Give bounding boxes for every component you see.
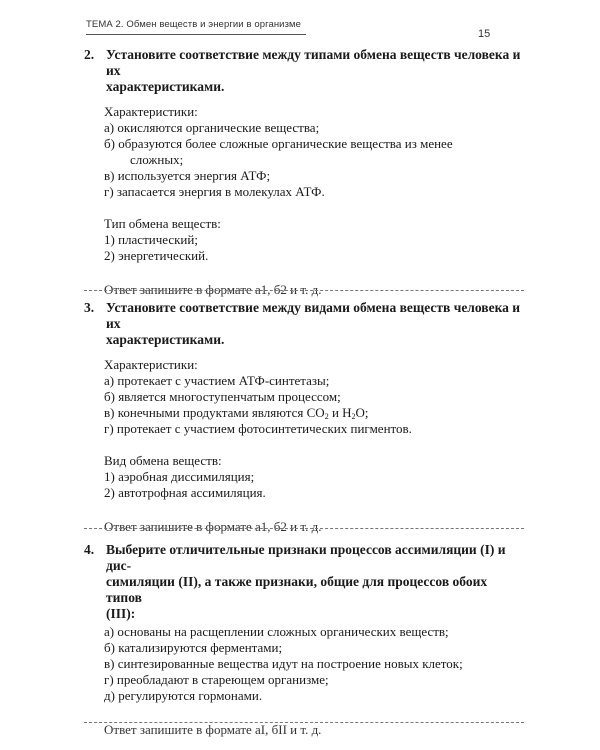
running-header: ТЕМА 2. Обмен веществ и энергии в организме [86,19,302,30]
task-3-body [84,357,524,535]
task-2-characteristic-b: б) образуются более сложные органические вещества из менее [104,136,453,151]
task-3-title-line-1: Установите соответствие между видами обмена веществ человека и их [106,300,521,331]
task-2-types-label: Тип обмена веществ: [104,216,221,231]
co2-subscript: 2 [324,412,329,421]
task-4-option-e: д) регулируются гормонами. [104,688,263,703]
task-3-characteristic-c-text: в) конечными продуктами являются CO [104,405,325,420]
task-2-number: 2. [84,47,95,62]
task-3-type-1: 1) аэробная диссимиляция; [104,469,255,484]
task-3-characteristic-c [104,405,524,421]
task-2-characteristic-d: г) запасается энергия в молекулах АТФ. [104,184,325,199]
task-2-characteristic-a: а) окисляются органические вещества; [104,120,320,135]
page-number: 15 [478,28,491,40]
task-3-number: 3. [84,300,95,315]
task-2-type-2: 2) энергетический. [104,248,209,263]
task-2-characteristic-b-continued: сложных; [130,152,184,167]
task-2 [84,47,524,298]
task-4-title-line-2: симиляции (II), а также признаки, общие для процессов обоих типов [106,574,488,605]
task-4-option-a: а) основаны на расщеплении сложных органических веществ; [104,624,449,639]
task-2-characteristics-label: Характеристики: [104,104,198,119]
task-4-body [84,624,524,738]
task-4-title-line-3: (III): [106,606,136,621]
task-3-characteristics-label: Характеристики: [104,357,198,372]
task-3-characteristic-a: а) протекает с участием АТФ-синтетазы; [104,373,330,388]
task-4-option-d: г) преобладают в стареющем организме; [104,672,329,687]
task-4 [84,542,524,738]
task-2-heading [84,47,524,95]
task-2-answer-format: Ответ запишите в формате а1, б2 и т. д. [104,282,322,297]
task-3-answer-format: Ответ запишите в формате а1, б2 и т. д. [104,519,322,534]
task-2-title-line-1: Установите соответствие между типами обмена веществ человека и их [106,47,521,78]
task-3-title-line-2: характеристиками. [106,332,225,347]
task-4-answer-format: Ответ запишите в формате аI, бII и т. д. [104,722,322,737]
task-3 [84,300,524,535]
separator-rule [84,528,524,529]
task-4-option-c: в) синтезированные вещества идут на построение новых клеток; [104,656,463,671]
h2o-subscript: 2 [351,412,356,421]
task-3-characteristic-c-and: и H [328,405,352,420]
task-4-option-b: б) катализируются ферментами; [104,640,283,655]
task-3-characteristic-c-end: O; [355,405,369,420]
task-3-characteristic-d: г) протекает с участием фотосинтетических пигментов. [104,421,412,436]
task-3-heading [84,300,524,348]
header-rule [86,34,306,35]
task-4-title-line-1: Выберите отличительные признаки процессов ассимиляции (I) и дис- [106,542,506,573]
task-3-types-label: Вид обмена веществ: [104,453,222,468]
task-3-characteristic-b: б) является многоступенчатым процессом; [104,389,341,404]
separator-rule [84,290,524,291]
task-4-number: 4. [84,542,95,557]
task-2-body [84,104,524,298]
task-2-characteristic-c: в) используется энергия АТФ; [104,168,271,183]
task-2-title-line-2: характеристиками. [106,79,225,94]
task-3-type-2: 2) автотрофная ассимиляция. [104,485,266,500]
task-4-heading [84,542,524,622]
separator-rule [84,722,524,723]
task-2-type-1: 1) пластический; [104,232,198,247]
